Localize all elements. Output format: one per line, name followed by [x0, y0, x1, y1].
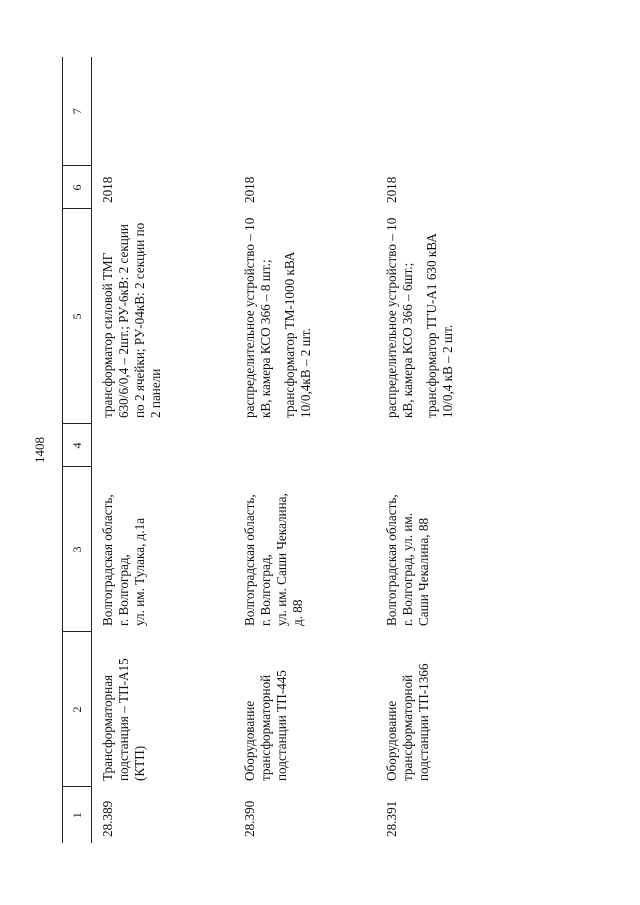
column-header: 5: [63, 209, 92, 424]
address-line: Волгоградская область,: [383, 494, 399, 626]
column-header: 3: [63, 467, 92, 632]
description-text: распределительное устройство – 10 кВ, камера КСО 366 – 6шт.;: [383, 217, 415, 418]
column-header: 7: [63, 57, 92, 166]
description-text: распределительное устройство – 10 кВ, камера КСО 366 – 8 шт.;: [241, 217, 273, 418]
column-header: 6: [63, 166, 92, 209]
address-line: г. Волгоград, ул. им.: [399, 512, 415, 626]
table-header-row: [63, 57, 92, 843]
column-header: 2: [63, 632, 92, 787]
empty-cell: [376, 424, 518, 467]
row-number: 28.389: [100, 800, 115, 837]
address-line: д. 88: [289, 599, 305, 626]
object-description: [376, 209, 518, 424]
commission-year: 2018: [241, 176, 257, 203]
column-header: 4: [63, 424, 92, 467]
row-number: 28.391: [383, 800, 399, 837]
description-text: трансформатор ТГU-А1 630 кВА 10/0,4 кВ – 2 шт.: [423, 233, 455, 418]
page-number: 1408: [32, 437, 47, 463]
table-row: [92, 57, 234, 843]
table-row: [376, 57, 518, 843]
empty-cell: [234, 57, 376, 166]
empty-cell: [92, 424, 234, 467]
object-address: [92, 467, 234, 632]
address-line: ул. им. Саши Чекалина,: [273, 493, 289, 626]
table-row: [234, 57, 376, 843]
object-name: Оборудование трансформаторной подстанции ТП-1366: [383, 663, 431, 781]
description-text: трансформатор ТМ-1000 кВА 10/0,4кВ – 2 шт.: [281, 251, 313, 418]
empty-cell: [92, 57, 234, 166]
commission-year: 2018: [383, 176, 399, 203]
object-description: [92, 209, 234, 424]
commission-year: 2018: [100, 176, 115, 203]
address-line: Волгоградская область,: [100, 494, 115, 626]
address-line: г. Волгоград,: [116, 554, 132, 626]
rotated-page: [32, 57, 532, 843]
registry-table: [62, 57, 518, 843]
empty-cell: [376, 57, 518, 166]
description-text: трансформатор силовой ТМГ 630/6/0,4 – 2шт.; РУ-6кВ: 2 секции по 2 ячейки; РУ-04кВ: 2 секции по 2 панели: [100, 222, 164, 418]
object-name: Трансформаторная подстанция – ТП-А15 (КТП): [100, 658, 148, 781]
row-number: 28.390: [241, 800, 257, 837]
address-line: ул. им. Тулака, д.1а: [132, 517, 148, 626]
object-address: [234, 467, 376, 632]
address-line: Волгоградская область,: [241, 494, 257, 626]
object-name: Оборудование трансформаторной подстанции ТП-445: [241, 670, 289, 781]
object-address: [376, 467, 518, 632]
address-line: Саши Чекалина, 88: [415, 517, 431, 626]
empty-cell: [234, 424, 376, 467]
object-description: [234, 209, 376, 424]
column-header: 1: [63, 787, 92, 843]
address-line: г. Волгоград,: [257, 554, 273, 626]
